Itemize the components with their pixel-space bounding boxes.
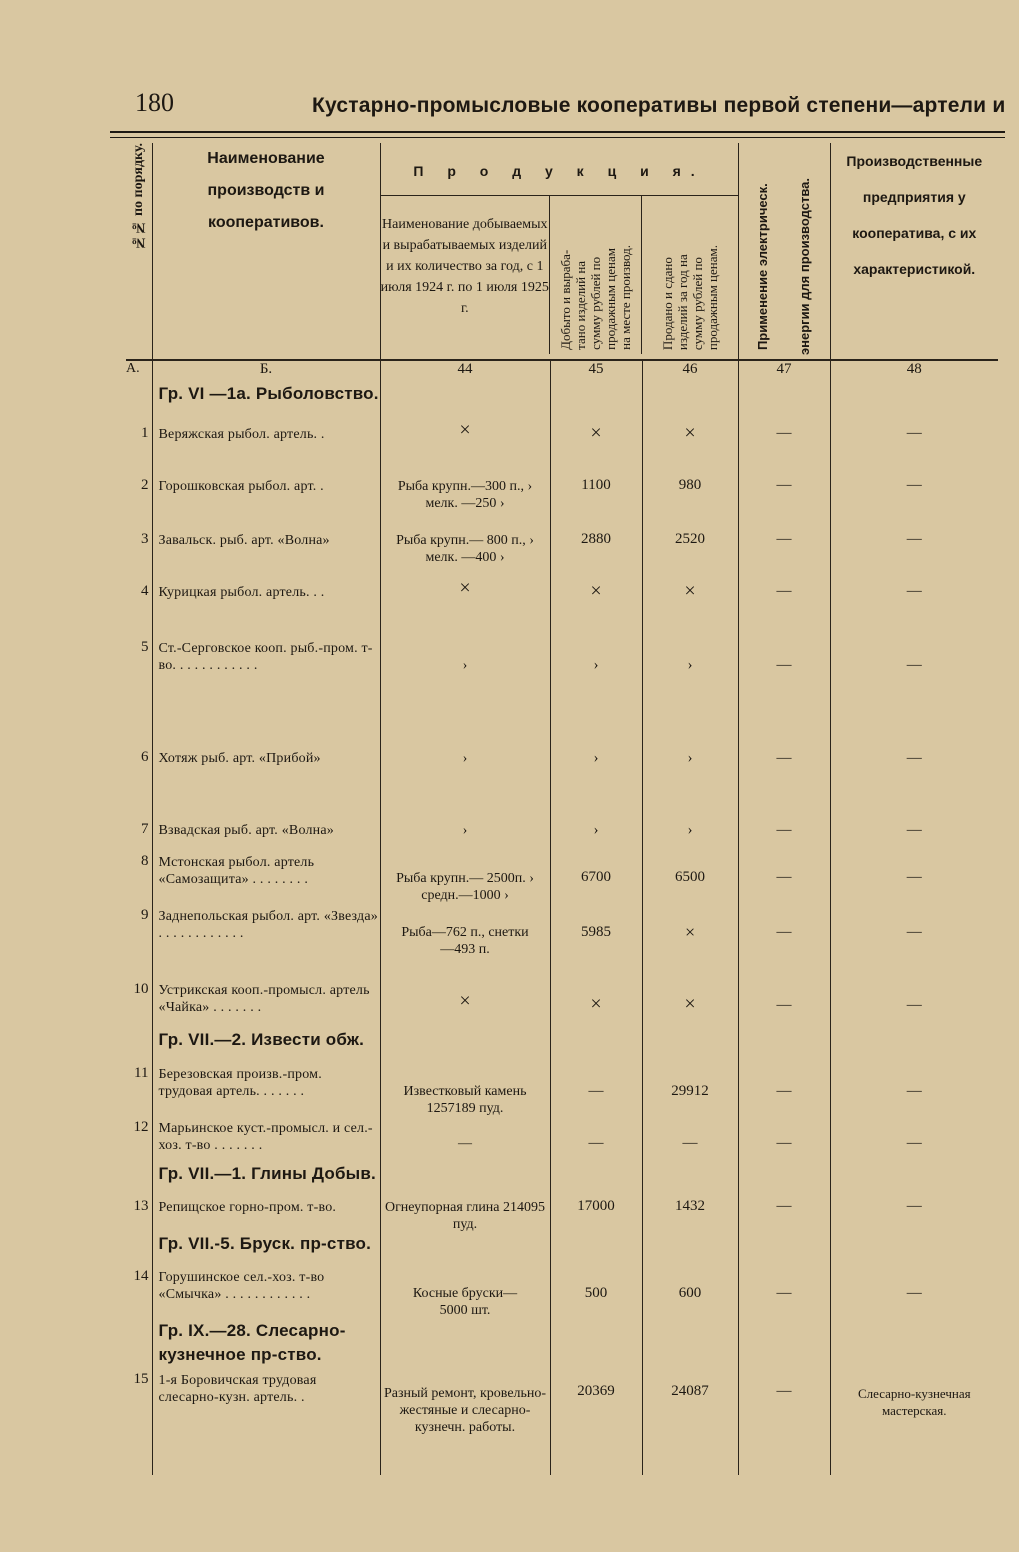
row-number: 3	[126, 527, 152, 579]
header-col-44: Наименование добываемых и вырабатываемых изделий и их количество за год, с 1 июля 1924 г. по 1 июля 1925 г.	[381, 196, 551, 354]
row-value-48: —	[906, 657, 922, 673]
column-numbers-row	[126, 360, 998, 383]
colnum-b: Б.	[152, 360, 380, 383]
row-value-46: 29912	[642, 1063, 738, 1117]
row-number: 12	[126, 1117, 152, 1163]
row-number: 15	[126, 1367, 152, 1475]
row-value-46: ›	[642, 817, 738, 849]
row-value-45: 5985	[550, 905, 642, 979]
row-name: Заднепольская рыбол. арт. «Звезда» . . . . . . . . . . . .	[152, 905, 380, 979]
row-value-45: ×	[550, 417, 642, 473]
row-value-48: —	[906, 1285, 922, 1301]
row-number: 14	[126, 1267, 152, 1319]
running-title: Кустарно-промысловые кооперативы первой степени—артели и	[312, 94, 1006, 117]
colnum-44: 44	[380, 360, 550, 383]
row-value-45: —	[550, 1063, 642, 1117]
row-number: 5	[126, 635, 152, 745]
group-title: Гр. VII.—1. Глины Добыв.	[152, 1163, 380, 1197]
table-row	[126, 473, 998, 527]
row-name: Устрикская кооп.-промысл. артель «Чайка» . . . . . . .	[152, 979, 380, 1029]
table-row	[126, 1267, 998, 1319]
table-row	[126, 1117, 998, 1163]
group-row	[126, 383, 998, 417]
group-title: Гр. VII.-5. Бруск. пр-ство.	[152, 1233, 380, 1267]
table-row	[126, 527, 998, 579]
row-name: Курицкая рыбол. артель. . .	[152, 579, 380, 635]
row-value-46: 2520	[642, 527, 738, 579]
group-row	[126, 1319, 998, 1367]
row-number: 11	[126, 1063, 152, 1117]
row-number: 13	[126, 1197, 152, 1233]
row-number: 10	[126, 979, 152, 1029]
row-value-47: —	[738, 905, 830, 979]
row-value-46: ×	[642, 579, 738, 635]
row-product: Рыба—762 п., снетки—493 п.	[380, 905, 550, 979]
header-production: П р о д у к ц и я.	[381, 143, 738, 196]
row-value-45: 2880	[550, 527, 642, 579]
page-number: 180	[135, 88, 174, 117]
row-value-45: 1100	[550, 473, 642, 527]
row-value-45: —	[550, 1117, 642, 1163]
row-value-45: 20369	[550, 1367, 642, 1475]
row-value-46: 1432	[642, 1197, 738, 1233]
row-value-47: —	[738, 817, 830, 849]
header-col-46: Продано и сдано изделий за год на сумму рублей по продажным ценам.	[659, 244, 720, 350]
row-value-47: —	[738, 745, 830, 817]
row-name: Хотяж рыб. арт. «Прибой»	[152, 745, 380, 817]
row-value-46: ×	[642, 417, 738, 473]
row-value-46: ›	[642, 635, 738, 745]
header-col-45: Добыто и выраба- тано изделий на сумму рублей по продажным ценам на месте производ.	[550, 196, 642, 354]
row-value-48: Слесарно-кузнечная мастерская.	[857, 1386, 971, 1418]
group-row	[126, 1163, 998, 1197]
row-name: Мстонская рыбол. артель «Самозащита» . . . . . . . .	[152, 849, 380, 905]
header-col-a: №№ по порядку.	[131, 143, 147, 250]
row-product: Косные бруски— 5000 шт.	[380, 1267, 550, 1319]
row-number: 1	[126, 417, 152, 473]
row-name: Взвадская рыб. арт. «Волна»	[152, 817, 380, 849]
row-value-46: ×	[642, 979, 738, 1029]
table-row	[126, 417, 998, 473]
group-row	[126, 1233, 998, 1267]
row-name: Ст.-Серговское кооп. рыб.-пром. т-во. . . . . . . . . . . .	[152, 635, 380, 745]
row-name: Березовская произв.-пром. трудовая артель. . . . . . .	[152, 1063, 380, 1117]
row-value-47: —	[738, 473, 830, 527]
colnum-48: 48	[830, 360, 998, 383]
table-row	[126, 635, 998, 745]
row-value-48: —	[906, 1083, 922, 1099]
statistics-table	[126, 143, 998, 1475]
header-col-b: Наименование производств и кооперативов.	[207, 150, 325, 231]
group-title: Гр. VII.—2. Извести обж.	[152, 1029, 380, 1063]
row-name: Репищское горно-пром. т-во.	[152, 1197, 380, 1233]
row-product: Огнеупорная глина 214095 пуд.	[380, 1197, 550, 1233]
row-value-48: —	[906, 924, 922, 940]
row-product: Известковый камень 1257189 пуд.	[380, 1063, 550, 1117]
table-row	[126, 745, 998, 817]
row-value-47: —	[738, 527, 830, 579]
row-value-46: 24087	[642, 1367, 738, 1475]
row-value-46: 6500	[642, 849, 738, 905]
group-row	[126, 1029, 998, 1063]
colnum-46: 46	[642, 360, 738, 383]
header-rule	[110, 131, 1005, 133]
row-value-48: —	[906, 1135, 922, 1151]
row-product: Разный ремонт, кровельно-жестяные и слесарно-кузнечн. работы.	[380, 1367, 550, 1475]
row-value-47: —	[738, 1197, 830, 1233]
row-value-46: ›	[642, 745, 738, 817]
header-col-47: Применение электрическ. энергии для производства.	[755, 177, 813, 355]
row-value-47: —	[738, 1063, 830, 1117]
row-number: 6	[126, 745, 152, 817]
row-value-48: —	[906, 1198, 922, 1214]
row-value-45: ›	[550, 745, 642, 817]
row-product: ×	[380, 579, 550, 635]
colnum-47: 47	[738, 360, 830, 383]
row-product: ×	[380, 417, 550, 473]
row-value-47: —	[738, 1117, 830, 1163]
row-name: Марьинское куст.-промысл. и сел.-хоз. т-во . . . . . . .	[152, 1117, 380, 1163]
colnum-a: А.	[126, 360, 152, 383]
row-value-47: —	[738, 1367, 830, 1475]
row-number: 8	[126, 849, 152, 905]
table-row	[126, 817, 998, 849]
row-product: ›	[380, 635, 550, 745]
table-row	[126, 1367, 998, 1475]
group-title: Гр. VI —1а. Рыболовство.	[152, 383, 380, 417]
row-value-46: ×	[642, 905, 738, 979]
row-number: 9	[126, 905, 152, 979]
table-row	[126, 1197, 998, 1233]
group-title: Гр. IX.—28. Слесарно-кузнечное пр-ство.	[152, 1319, 380, 1367]
row-value-48: —	[906, 750, 922, 766]
row-value-46: 600	[642, 1267, 738, 1319]
table-row	[126, 905, 998, 979]
row-value-45: ›	[550, 817, 642, 849]
row-value-48: —	[906, 869, 922, 885]
table-row	[126, 579, 998, 635]
row-name: Веряжская рыбол. артель. .	[152, 417, 380, 473]
row-value-48: —	[906, 997, 922, 1013]
row-value-48: —	[906, 822, 922, 838]
table-row	[126, 979, 998, 1029]
row-name: Завальск. рыб. арт. «Волна»	[152, 527, 380, 579]
row-value-45: 6700	[550, 849, 642, 905]
table-header	[126, 143, 998, 360]
row-name: Горушинское сел.-хоз. т-во «Смычка» . . . . . . . . . . . .	[152, 1267, 380, 1319]
row-value-47: —	[738, 635, 830, 745]
row-value-48: —	[906, 477, 922, 493]
row-product: ›	[380, 817, 550, 849]
row-product: —	[380, 1117, 550, 1163]
header-col-48: Производственные предприятия у кооператива, с их характеристикой.	[846, 153, 983, 277]
row-value-48: —	[906, 425, 922, 441]
row-number: 2	[126, 473, 152, 527]
table-row	[126, 849, 998, 905]
colnum-45: 45	[550, 360, 642, 383]
row-value-48: —	[906, 583, 922, 599]
row-number: 4	[126, 579, 152, 635]
row-value-48: —	[906, 531, 922, 547]
row-value-45: 500	[550, 1267, 642, 1319]
row-value-46: —	[642, 1117, 738, 1163]
row-value-47: —	[738, 849, 830, 905]
row-value-45: ×	[550, 579, 642, 635]
row-product: ×	[380, 979, 550, 1029]
table-row	[126, 1063, 998, 1117]
row-product: ›	[380, 745, 550, 817]
row-value-47: —	[738, 417, 830, 473]
row-product: Рыба крупн.— 2500п. › средн.—1000 ›	[380, 849, 550, 905]
row-value-47: —	[738, 979, 830, 1029]
header-rule-thin	[110, 137, 1005, 138]
row-name: Горошковская рыбол. арт. .	[152, 473, 380, 527]
row-value-47: —	[738, 1267, 830, 1319]
row-number: 7	[126, 817, 152, 849]
row-value-47: —	[738, 579, 830, 635]
row-value-45: ×	[550, 979, 642, 1029]
row-product: Рыба крупн.— 800 п., › мелк. —400 ›	[380, 527, 550, 579]
row-name: 1-я Боровичская трудовая слесарно-кузн. артель. .	[152, 1367, 380, 1475]
row-value-46: 980	[642, 473, 738, 527]
row-product: Рыба крупн.—300 п., › мелк. —250 ›	[380, 473, 550, 527]
row-value-45: ›	[550, 635, 642, 745]
row-value-45: 17000	[550, 1197, 642, 1233]
